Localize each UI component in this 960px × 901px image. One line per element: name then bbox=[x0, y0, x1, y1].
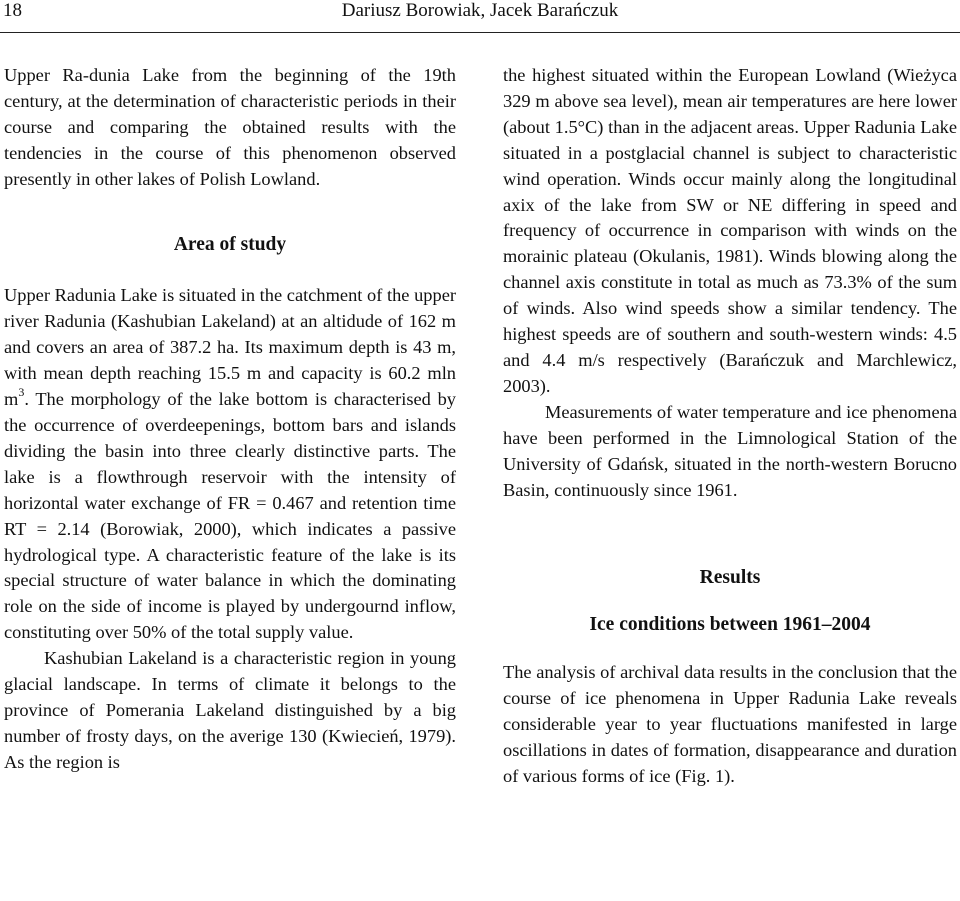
results-heading: Results bbox=[699, 567, 761, 589]
right-column bbox=[503, 63, 957, 790]
analysis-paragraph: The analysis of archival data results in the conclusion that the course of ice phenomena in Upper Radunia Lake reveals considerable year to year fluctuations manifested in large oscillations in dates of formation, disappearance and duration of various forms of ice (Fig. 1). bbox=[503, 662, 957, 786]
area-paragraph-1 bbox=[4, 283, 456, 646]
intro-paragraph: Upper Ra-dunia Lake from the beginning of the 19th century, at the determination of characteristic periods in their course and comparing the obtained results with the tendencies in the course of this phenomenon observed presently in other lakes of Polish Lowland. bbox=[4, 65, 456, 189]
running-head: Dariusz Borowiak, Jacek Barańczuk bbox=[341, 0, 619, 21]
climate-paragraph: the highest situated within the European Lowland (Wieżyca 329 m above sea level), mean air temperatures are here lower (about 1.5°C) than in the adjacent areas. Upper Radunia Lake situated in a postglacial channel is subject to characteristic wind operation. Winds occur mainly along the longitudinal axix of the lake from SW or NE differing in speed and frequency of occurrence in comparison with winds on the morainic plateau (Okulanis, 1981). Winds blowing along the channel axis constitute in total as much as 73.3% of the sum of winds. Also wind speeds show a similar tendency. The highest speeds are of southern and south-western winds: 4.5 and 4.4 m/s respectively (Barańczuk and Marchlewicz, 2003). bbox=[503, 65, 957, 396]
area-paragraph-1-text-a: Upper Radunia Lake is situated in the catchment of the upper river Radunia (Kashubian Lakeland) at an altidude of 162 m and covers an area of 387.2 ha. Its maximum depth is 43 m, with mean depth reaching 15.5 m and capacity is 60.2 mln m bbox=[4, 285, 456, 410]
page-header bbox=[0, 0, 960, 38]
header-rule bbox=[0, 32, 960, 33]
area-of-study-heading: Area of study bbox=[173, 233, 287, 255]
area-paragraph-1-text-b: . The morphology of the lake bottom is characterised by the occurrence of overdeepenings, bottom bars and islands dividing the basin into three clearly distinctive parts. The lake is a flowthrough reservoir with the intensity of horizontal water exchange of FR = 0.467 and retention time RT = 2.14 (Borowiak, 2000), which indicates a passive hydrological type. A characteristic feature of the lake is its special structure of water balance in which the dominating role on the side of income is played by undergournd inflow, constituting over 50% of the total supply value. bbox=[4, 389, 456, 643]
cubic-superscript: 3 bbox=[18, 384, 25, 399]
measurements-paragraph: Measurements of water temperature and ice phenomena have been performed in the Limnological Station of the University of Gdańsk, situated in the north-western Borucno Basin, continuously since 1961. bbox=[503, 401, 957, 500]
ice-conditions-heading: Ice conditions between 1961–2004 bbox=[589, 614, 871, 636]
page-number: 18 bbox=[3, 0, 22, 21]
left-column bbox=[4, 63, 456, 776]
area-paragraph-2: Kashubian Lakeland is a characteristic region in young glacial landscape. In terms of climate it belongs to the province of Pomerania Lakeland distinguished by a big number of frosty days, on the averige 130 (Kwiecień, 1979). As the region is bbox=[4, 648, 456, 772]
